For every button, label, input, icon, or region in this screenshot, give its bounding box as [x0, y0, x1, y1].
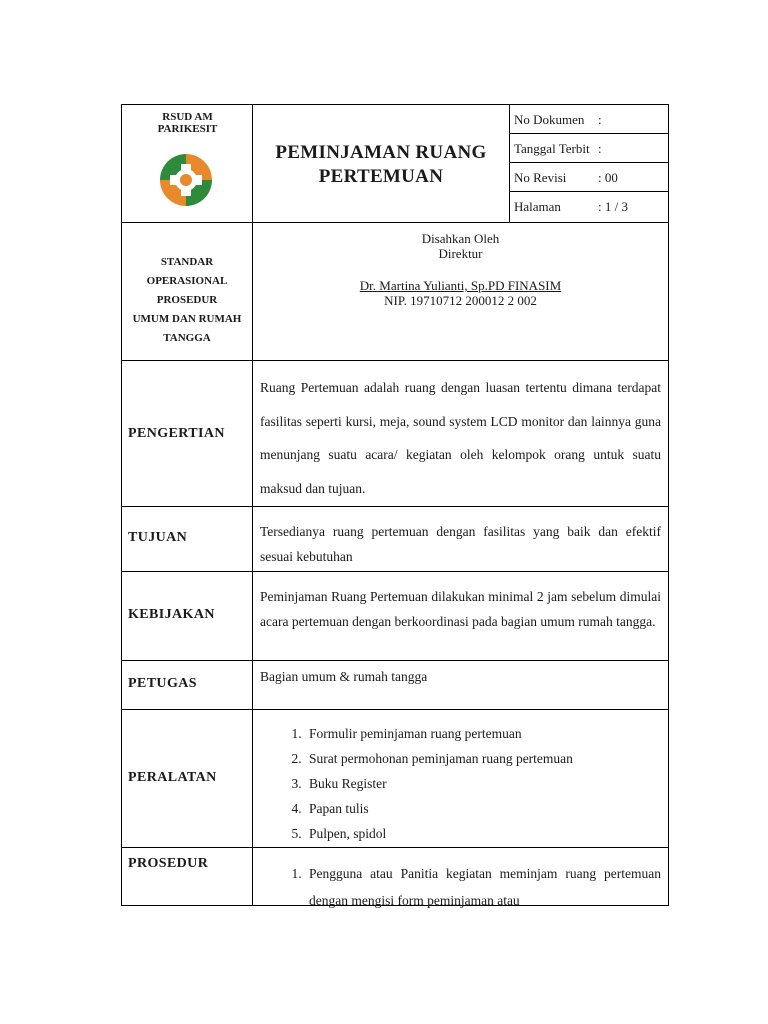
document-meta: [510, 105, 668, 222]
list-item: 1. Formulir peminjaman ruang pertemuan: [305, 721, 661, 746]
meta-halaman: Halaman : 1 / 3: [514, 199, 628, 214]
pengertian-row: [122, 361, 668, 507]
kebijakan-label: KEBIJAKAN: [128, 607, 215, 622]
prosedur-list: [283, 860, 661, 914]
signatory-nip: NIP. 19710712 200012 2 002: [384, 293, 537, 308]
list-item: 5. Pulpen, spidol: [305, 821, 661, 846]
approver-position: Direktur: [438, 246, 483, 261]
header-row: [122, 105, 668, 223]
org-cell: [122, 105, 253, 222]
approved-by: Disahkan Oleh: [421, 231, 500, 246]
list-item: 4. Papan tulis: [305, 796, 661, 821]
prosedur-step: 1. Pengguna atau Panitia kegiatan meminjam ruang pertemuan dengan mengisi form peminjaman atau: [305, 860, 661, 914]
pengertian-label: PENGERTIAN: [128, 426, 225, 441]
sop-document: [121, 104, 669, 906]
meta-no-revisi: No Revisi : 00: [510, 163, 668, 192]
approval-cell: [253, 223, 668, 360]
document-title: [253, 141, 509, 189]
tujuan-row: [122, 507, 668, 572]
org-name: [122, 111, 253, 135]
sop-approval-row: [122, 223, 668, 361]
sop-label: STANDAR OPERASIONAL PROSEDUR UMUM DAN RUMAH TANGGA: [132, 256, 242, 344]
peralatan-list: [283, 721, 661, 846]
prosedur-row: [122, 848, 668, 908]
approval-block: [253, 231, 668, 308]
title-line1: PEMINJAMAN RUANG: [275, 142, 487, 163]
kebijakan-text: Peminjaman Ruang Pertemuan dilakukan minimal 2 jam sebelum dimulai acara pertemuan dengan berkoordinasi pada bagian umum rumah tangga.: [260, 589, 661, 629]
peralatan-row: [122, 710, 668, 848]
title-cell: [253, 105, 510, 222]
signatory-name: Dr. Martina Yulianti, Sp.PD FINASIM: [359, 278, 562, 293]
tujuan-text: Tersedianya ruang pertemuan dengan fasilitas yang baik dan efektif sesuai kebutuhan: [260, 524, 661, 564]
meta-no-dokumen: No Dokumen :: [510, 105, 668, 134]
petugas-text: Bagian umum & rumah tangga: [260, 669, 428, 684]
meta-tanggal-terbit: Tanggal Terbit :: [510, 134, 668, 163]
peralatan-label: PERALATAN: [128, 770, 217, 785]
list-item: 2. Surat permohonan peminjaman ruang pertemuan: [305, 746, 661, 771]
petugas-label: PETUGAS: [128, 676, 197, 691]
list-item: 3. Buku Register: [305, 771, 661, 796]
kebijakan-row: [122, 572, 668, 661]
prosedur-label: PROSEDUR: [128, 856, 209, 871]
sop-label-cell: [122, 223, 253, 360]
pengertian-text: Ruang Pertemuan adalah ruang dengan luasan tertentu dimana terdapat fasilitas seperti kursi, meja, sound system LCD monitor dan lainnya guna menunjang suatu acara/ kegiatan oleh kelompok orang untuk suatu maksud dan tujuan.: [260, 380, 661, 496]
org-name-line1: RSUD AM: [162, 111, 213, 123]
petugas-row: [122, 661, 668, 710]
tujuan-label: TUJUAN: [128, 530, 188, 545]
title-line2: PERTEMUAN: [318, 166, 444, 187]
org-name-line2: PARIKESIT: [157, 123, 218, 135]
hospital-logo-icon: [155, 150, 217, 210]
